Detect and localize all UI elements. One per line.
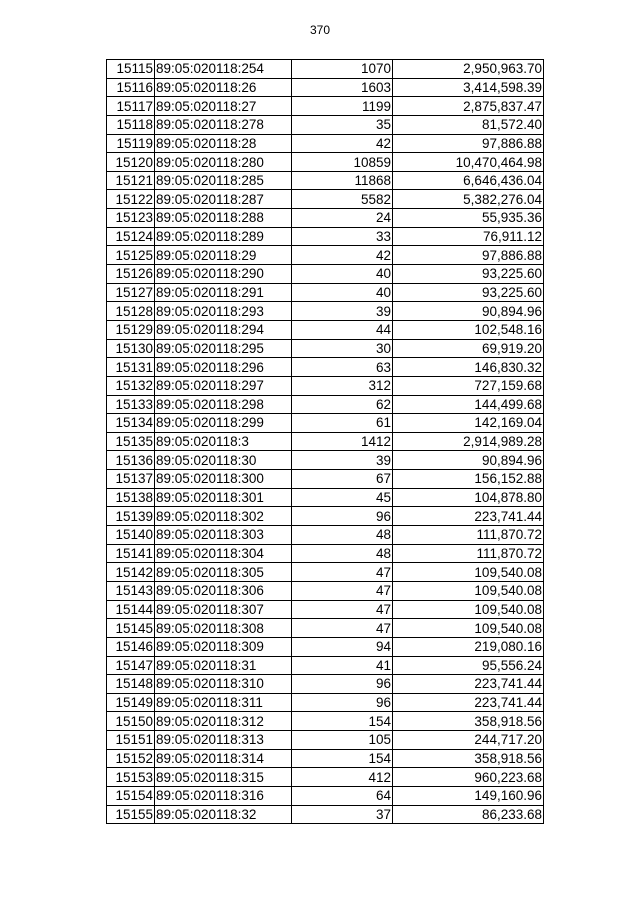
row-index-cell: 15129 — [107, 320, 155, 339]
table-row — [107, 581, 544, 600]
row-index-cell: 15141 — [107, 544, 155, 563]
cadastral-number-cell: 89:05:020118:288 — [155, 209, 292, 228]
cadastral-number-cell: 89:05:020118:289 — [155, 227, 292, 246]
amount-cell: 90,894.96 — [393, 302, 544, 321]
table-row — [107, 749, 544, 768]
quantity-cell: 312 — [292, 376, 393, 395]
cadastral-number-cell: 89:05:020118:301 — [155, 488, 292, 507]
row-index-cell: 15155 — [107, 805, 155, 824]
quantity-cell: 10859 — [292, 153, 393, 172]
quantity-cell: 96 — [292, 693, 393, 712]
cadastral-number-cell: 89:05:020118:315 — [155, 768, 292, 787]
amount-cell: 86,233.68 — [393, 805, 544, 824]
table-row — [107, 544, 544, 563]
table-row — [107, 302, 544, 321]
cadastral-number-cell: 89:05:020118:304 — [155, 544, 292, 563]
quantity-cell: 47 — [292, 600, 393, 619]
row-index-cell: 15124 — [107, 227, 155, 246]
row-index-cell: 15145 — [107, 619, 155, 638]
table-row — [107, 227, 544, 246]
amount-cell: 960,223.68 — [393, 768, 544, 787]
row-index-cell: 15117 — [107, 97, 155, 116]
quantity-cell: 11868 — [292, 171, 393, 190]
amount-cell: 223,741.44 — [393, 675, 544, 694]
amount-cell: 97,886.88 — [393, 246, 544, 265]
quantity-cell: 45 — [292, 488, 393, 507]
page-number: 370 — [309, 23, 331, 37]
quantity-cell: 24 — [292, 209, 393, 228]
quantity-cell: 30 — [292, 339, 393, 358]
amount-cell: 244,717.20 — [393, 731, 544, 750]
amount-cell: 146,830.32 — [393, 358, 544, 377]
quantity-cell: 154 — [292, 712, 393, 731]
row-index-cell: 15143 — [107, 581, 155, 600]
quantity-cell: 35 — [292, 115, 393, 134]
cadastral-number-cell: 89:05:020118:313 — [155, 731, 292, 750]
table-row — [107, 675, 544, 694]
cadastral-number-cell: 89:05:020118:285 — [155, 171, 292, 190]
cadastral-number-cell: 89:05:020118:26 — [155, 78, 292, 97]
quantity-cell: 47 — [292, 581, 393, 600]
amount-cell: 149,160.96 — [393, 786, 544, 805]
table-row — [107, 432, 544, 451]
quantity-cell: 1412 — [292, 432, 393, 451]
quantity-cell: 47 — [292, 619, 393, 638]
quantity-cell: 48 — [292, 544, 393, 563]
table-body — [107, 60, 544, 824]
row-index-cell: 15147 — [107, 656, 155, 675]
amount-cell: 97,886.88 — [393, 134, 544, 153]
amount-cell: 2,950,963.70 — [393, 60, 544, 79]
row-index-cell: 15148 — [107, 675, 155, 694]
amount-cell: 109,540.08 — [393, 600, 544, 619]
quantity-cell: 94 — [292, 637, 393, 656]
cadastral-number-cell: 89:05:020118:294 — [155, 320, 292, 339]
quantity-cell: 41 — [292, 656, 393, 675]
row-index-cell: 15131 — [107, 358, 155, 377]
table-row — [107, 265, 544, 284]
amount-cell: 2,875,837.47 — [393, 97, 544, 116]
amount-cell: 6,646,436.04 — [393, 171, 544, 190]
cadastral-number-cell: 89:05:020118:300 — [155, 470, 292, 489]
cadastral-number-cell: 89:05:020118:32 — [155, 805, 292, 824]
table-row — [107, 731, 544, 750]
quantity-cell: 47 — [292, 563, 393, 582]
table-row — [107, 171, 544, 190]
quantity-cell: 154 — [292, 749, 393, 768]
row-index-cell: 15123 — [107, 209, 155, 228]
amount-cell: 95,556.24 — [393, 656, 544, 675]
cadastral-number-cell: 89:05:020118:280 — [155, 153, 292, 172]
amount-cell: 727,159.68 — [393, 376, 544, 395]
amount-cell: 111,870.72 — [393, 544, 544, 563]
row-index-cell: 15118 — [107, 115, 155, 134]
quantity-cell: 96 — [292, 507, 393, 526]
table-row — [107, 451, 544, 470]
amount-cell: 69,919.20 — [393, 339, 544, 358]
row-index-cell: 15126 — [107, 265, 155, 284]
table-row — [107, 805, 544, 824]
table-row — [107, 637, 544, 656]
row-index-cell: 15154 — [107, 786, 155, 805]
row-index-cell: 15140 — [107, 526, 155, 545]
table-row — [107, 134, 544, 153]
cadastral-number-cell: 89:05:020118:306 — [155, 581, 292, 600]
table-row — [107, 283, 544, 302]
amount-cell: 3,414,598.39 — [393, 78, 544, 97]
quantity-cell: 37 — [292, 805, 393, 824]
quantity-cell: 44 — [292, 320, 393, 339]
table-row — [107, 693, 544, 712]
row-index-cell: 15146 — [107, 637, 155, 656]
quantity-cell: 40 — [292, 283, 393, 302]
row-index-cell: 15142 — [107, 563, 155, 582]
amount-cell: 223,741.44 — [393, 693, 544, 712]
table-row — [107, 97, 544, 116]
amount-cell: 358,918.56 — [393, 712, 544, 731]
table-row — [107, 712, 544, 731]
row-index-cell: 15150 — [107, 712, 155, 731]
data-table — [106, 59, 544, 824]
amount-cell: 156,152.88 — [393, 470, 544, 489]
cadastral-number-cell: 89:05:020118:316 — [155, 786, 292, 805]
row-index-cell: 15121 — [107, 171, 155, 190]
cadastral-number-cell: 89:05:020118:299 — [155, 414, 292, 433]
cadastral-number-cell: 89:05:020118:31 — [155, 656, 292, 675]
amount-cell: 55,935.36 — [393, 209, 544, 228]
row-index-cell: 15134 — [107, 414, 155, 433]
quantity-cell: 63 — [292, 358, 393, 377]
amount-cell: 111,870.72 — [393, 526, 544, 545]
cadastral-number-cell: 89:05:020118:312 — [155, 712, 292, 731]
amount-cell: 76,911.12 — [393, 227, 544, 246]
amount-cell: 223,741.44 — [393, 507, 544, 526]
table-row — [107, 395, 544, 414]
row-index-cell: 15122 — [107, 190, 155, 209]
quantity-cell: 33 — [292, 227, 393, 246]
table-row — [107, 786, 544, 805]
row-index-cell: 15139 — [107, 507, 155, 526]
amount-cell: 93,225.60 — [393, 283, 544, 302]
cadastral-number-cell: 89:05:020118:254 — [155, 60, 292, 79]
amount-cell: 219,080.16 — [393, 637, 544, 656]
table-row — [107, 768, 544, 787]
cadastral-number-cell: 89:05:020118:302 — [155, 507, 292, 526]
table-row — [107, 526, 544, 545]
quantity-cell: 5582 — [292, 190, 393, 209]
table-row — [107, 470, 544, 489]
amount-cell: 93,225.60 — [393, 265, 544, 284]
amount-cell: 5,382,276.04 — [393, 190, 544, 209]
quantity-cell: 412 — [292, 768, 393, 787]
amount-cell: 144,499.68 — [393, 395, 544, 414]
cadastral-number-cell: 89:05:020118:29 — [155, 246, 292, 265]
row-index-cell: 15151 — [107, 731, 155, 750]
table-row — [107, 358, 544, 377]
table-row — [107, 209, 544, 228]
table-row — [107, 414, 544, 433]
cadastral-number-cell: 89:05:020118:310 — [155, 675, 292, 694]
table-row — [107, 115, 544, 134]
row-index-cell: 15137 — [107, 470, 155, 489]
cadastral-number-cell: 89:05:020118:27 — [155, 97, 292, 116]
table-row — [107, 619, 544, 638]
row-index-cell: 15152 — [107, 749, 155, 768]
row-index-cell: 15115 — [107, 60, 155, 79]
cadastral-number-cell: 89:05:020118:3 — [155, 432, 292, 451]
cadastral-number-cell: 89:05:020118:307 — [155, 600, 292, 619]
amount-cell: 104,878.80 — [393, 488, 544, 507]
row-index-cell: 15127 — [107, 283, 155, 302]
cadastral-number-cell: 89:05:020118:293 — [155, 302, 292, 321]
quantity-cell: 42 — [292, 246, 393, 265]
row-index-cell: 15120 — [107, 153, 155, 172]
cadastral-number-cell: 89:05:020118:303 — [155, 526, 292, 545]
table-row — [107, 507, 544, 526]
quantity-cell: 48 — [292, 526, 393, 545]
cadastral-number-cell: 89:05:020118:308 — [155, 619, 292, 638]
quantity-cell: 39 — [292, 302, 393, 321]
cadastral-number-cell: 89:05:020118:290 — [155, 265, 292, 284]
cadastral-number-cell: 89:05:020118:305 — [155, 563, 292, 582]
quantity-cell: 39 — [292, 451, 393, 470]
cadastral-number-cell: 89:05:020118:298 — [155, 395, 292, 414]
row-index-cell: 15125 — [107, 246, 155, 265]
table-row — [107, 246, 544, 265]
row-index-cell: 15128 — [107, 302, 155, 321]
quantity-cell: 1070 — [292, 60, 393, 79]
table-row — [107, 656, 544, 675]
row-index-cell: 15133 — [107, 395, 155, 414]
table-row — [107, 600, 544, 619]
cadastral-number-cell: 89:05:020118:309 — [155, 637, 292, 656]
table-row — [107, 488, 544, 507]
quantity-cell: 40 — [292, 265, 393, 284]
cadastral-number-cell: 89:05:020118:278 — [155, 115, 292, 134]
cadastral-number-cell: 89:05:020118:297 — [155, 376, 292, 395]
amount-cell: 142,169.04 — [393, 414, 544, 433]
row-index-cell: 15130 — [107, 339, 155, 358]
row-index-cell: 15138 — [107, 488, 155, 507]
amount-cell: 2,914,989.28 — [393, 432, 544, 451]
table-row — [107, 320, 544, 339]
amount-cell: 109,540.08 — [393, 563, 544, 582]
table-row — [107, 190, 544, 209]
cadastral-number-cell: 89:05:020118:30 — [155, 451, 292, 470]
amount-cell: 358,918.56 — [393, 749, 544, 768]
quantity-cell: 1199 — [292, 97, 393, 116]
table-row — [107, 60, 544, 79]
quantity-cell: 105 — [292, 731, 393, 750]
amount-cell: 81,572.40 — [393, 115, 544, 134]
row-index-cell: 15144 — [107, 600, 155, 619]
quantity-cell: 64 — [292, 786, 393, 805]
cadastral-number-cell: 89:05:020118:314 — [155, 749, 292, 768]
table-row — [107, 153, 544, 172]
row-index-cell: 15135 — [107, 432, 155, 451]
cadastral-number-cell: 89:05:020118:311 — [155, 693, 292, 712]
quantity-cell: 61 — [292, 414, 393, 433]
cadastral-number-cell: 89:05:020118:295 — [155, 339, 292, 358]
cadastral-number-cell: 89:05:020118:287 — [155, 190, 292, 209]
amount-cell: 109,540.08 — [393, 581, 544, 600]
table-row — [107, 376, 544, 395]
cadastral-number-cell: 89:05:020118:291 — [155, 283, 292, 302]
row-index-cell: 15153 — [107, 768, 155, 787]
row-index-cell: 15132 — [107, 376, 155, 395]
table-row — [107, 78, 544, 97]
quantity-cell: 42 — [292, 134, 393, 153]
amount-cell: 90,894.96 — [393, 451, 544, 470]
table-row — [107, 563, 544, 582]
amount-cell: 109,540.08 — [393, 619, 544, 638]
quantity-cell: 62 — [292, 395, 393, 414]
row-index-cell: 15149 — [107, 693, 155, 712]
quantity-cell: 96 — [292, 675, 393, 694]
cadastral-number-cell: 89:05:020118:296 — [155, 358, 292, 377]
cadastral-number-cell: 89:05:020118:28 — [155, 134, 292, 153]
quantity-cell: 67 — [292, 470, 393, 489]
amount-cell: 10,470,464.98 — [393, 153, 544, 172]
table-row — [107, 339, 544, 358]
row-index-cell: 15116 — [107, 78, 155, 97]
row-index-cell: 15119 — [107, 134, 155, 153]
quantity-cell: 1603 — [292, 78, 393, 97]
row-index-cell: 15136 — [107, 451, 155, 470]
amount-cell: 102,548.16 — [393, 320, 544, 339]
